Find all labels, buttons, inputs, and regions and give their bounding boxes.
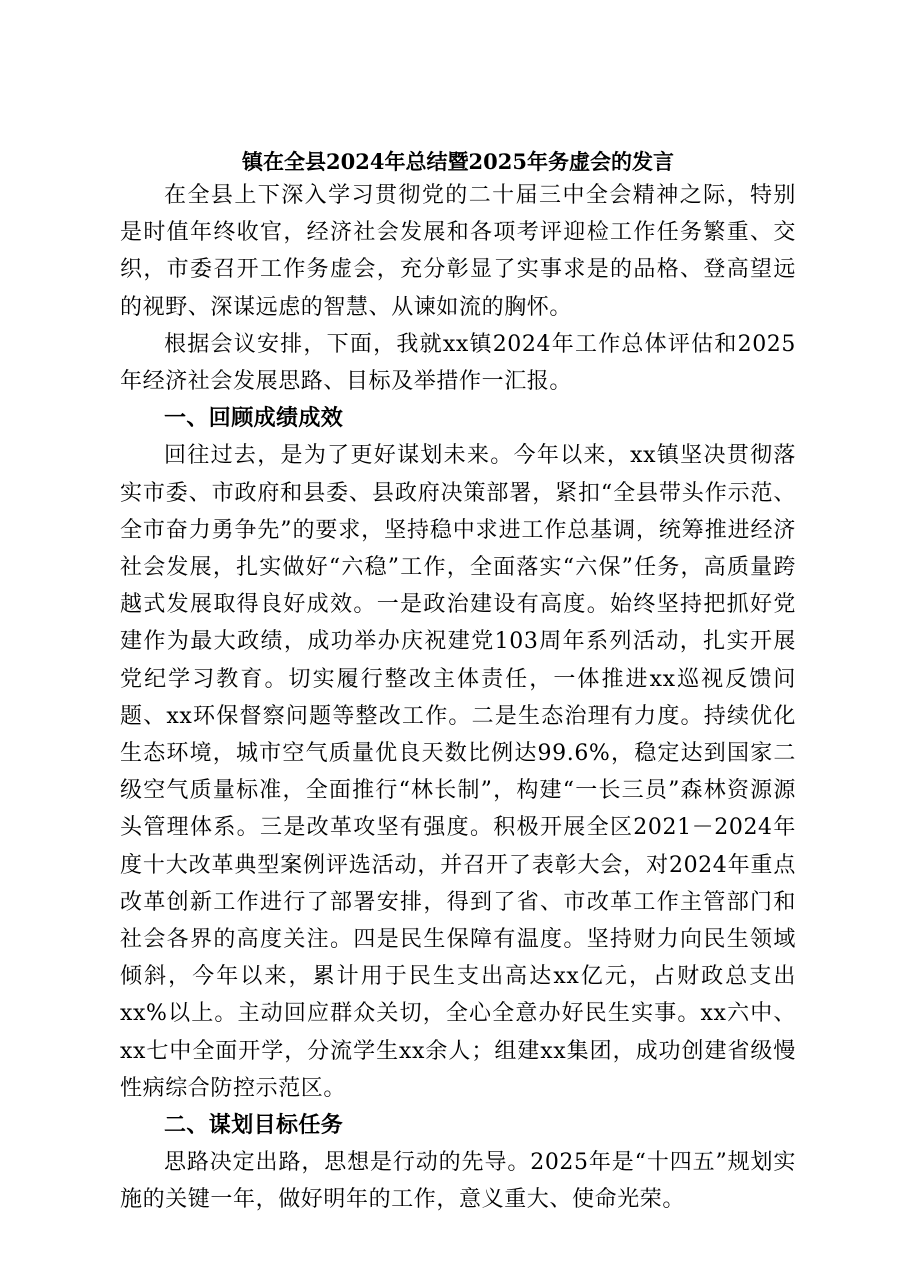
intro-paragraph-2: 根据会议安排，下面，我就xx镇2024年工作总体评估和2025年经济社会发展思路、目标及举措作一汇报。 bbox=[120, 331, 796, 395]
document-body bbox=[120, 147, 796, 1219]
section-paragraph-review: 回往过去，是为了更好谋划未来。今年以来，xx镇坚决贯彻落实市委、市政府和县委、县政府决策部署，紧扣“全县带头作示范、全市奋力勇争先”的要求，坚持稳中求进工作总基调，统筹推进经济社会发展，扎实做好“六稳”工作，全面落实“六保”任务，高质量跨越式发展取得良好成效。一是政治建设有高度。始终坚持把抓好党建作为最大政绩，成功举办庆祝建党103周年系列活动，扎实开展党纪学习教育。切实履行整改主体责任，一体推进xx巡视反馈问题、xx环保督察问题等整改工作。二是生态治理有力度。持续优化生态环境，城市空气质量优良天数比例达99.6%，稳定达到国家二级空气质量标准，全面推行“林长制”，构建“一长三员”森林资源源头管理体系。三是改革攻坚有强度。积极开展全区2021－2024年度十大改革典型案例评选活动，并召开了表彰大会，对2024年重点改革创新工作进行了部署安排，得到了省、市改革工作主管部门和社会各界的高度关注。四是民生保障有温度。坚持财力向民生领域倾斜，今年以来，累计用于民生支出高达xx亿元，占财政总支出xx%以上。主动回应群众关切，全心全意办好民生实事。xx六中、xx七中全面开学，分流学生xx余人；组建xx集团，成功创建省级慢性病综合防控示范区。 bbox=[120, 443, 796, 1101]
section-heading-planning: 二、谋划目标任务 bbox=[164, 1113, 344, 1139]
section-heading-review: 一、回顾成绩成效 bbox=[164, 406, 344, 432]
intro-paragraph-1: 在全县上下深入学习贯彻党的二十届三中全会精神之际，特别是时值年终收官，经济社会发展和各项考评迎检工作任务繁重、交织，市委召开工作务虚会，充分彰显了实事求是的品格、登高望远的视野、深谋远虑的智慧、从谏如流的胸怀。 bbox=[120, 183, 796, 320]
section-paragraph-planning: 思路决定出路，思想是行动的先导。2025年是“十四五”规划实施的关键一年，做好明年的工作，意义重大、使命光荣。 bbox=[120, 1150, 796, 1213]
document-title: 镇在全县2024年总结暨2025年务虚会的发言 bbox=[242, 149, 674, 174]
